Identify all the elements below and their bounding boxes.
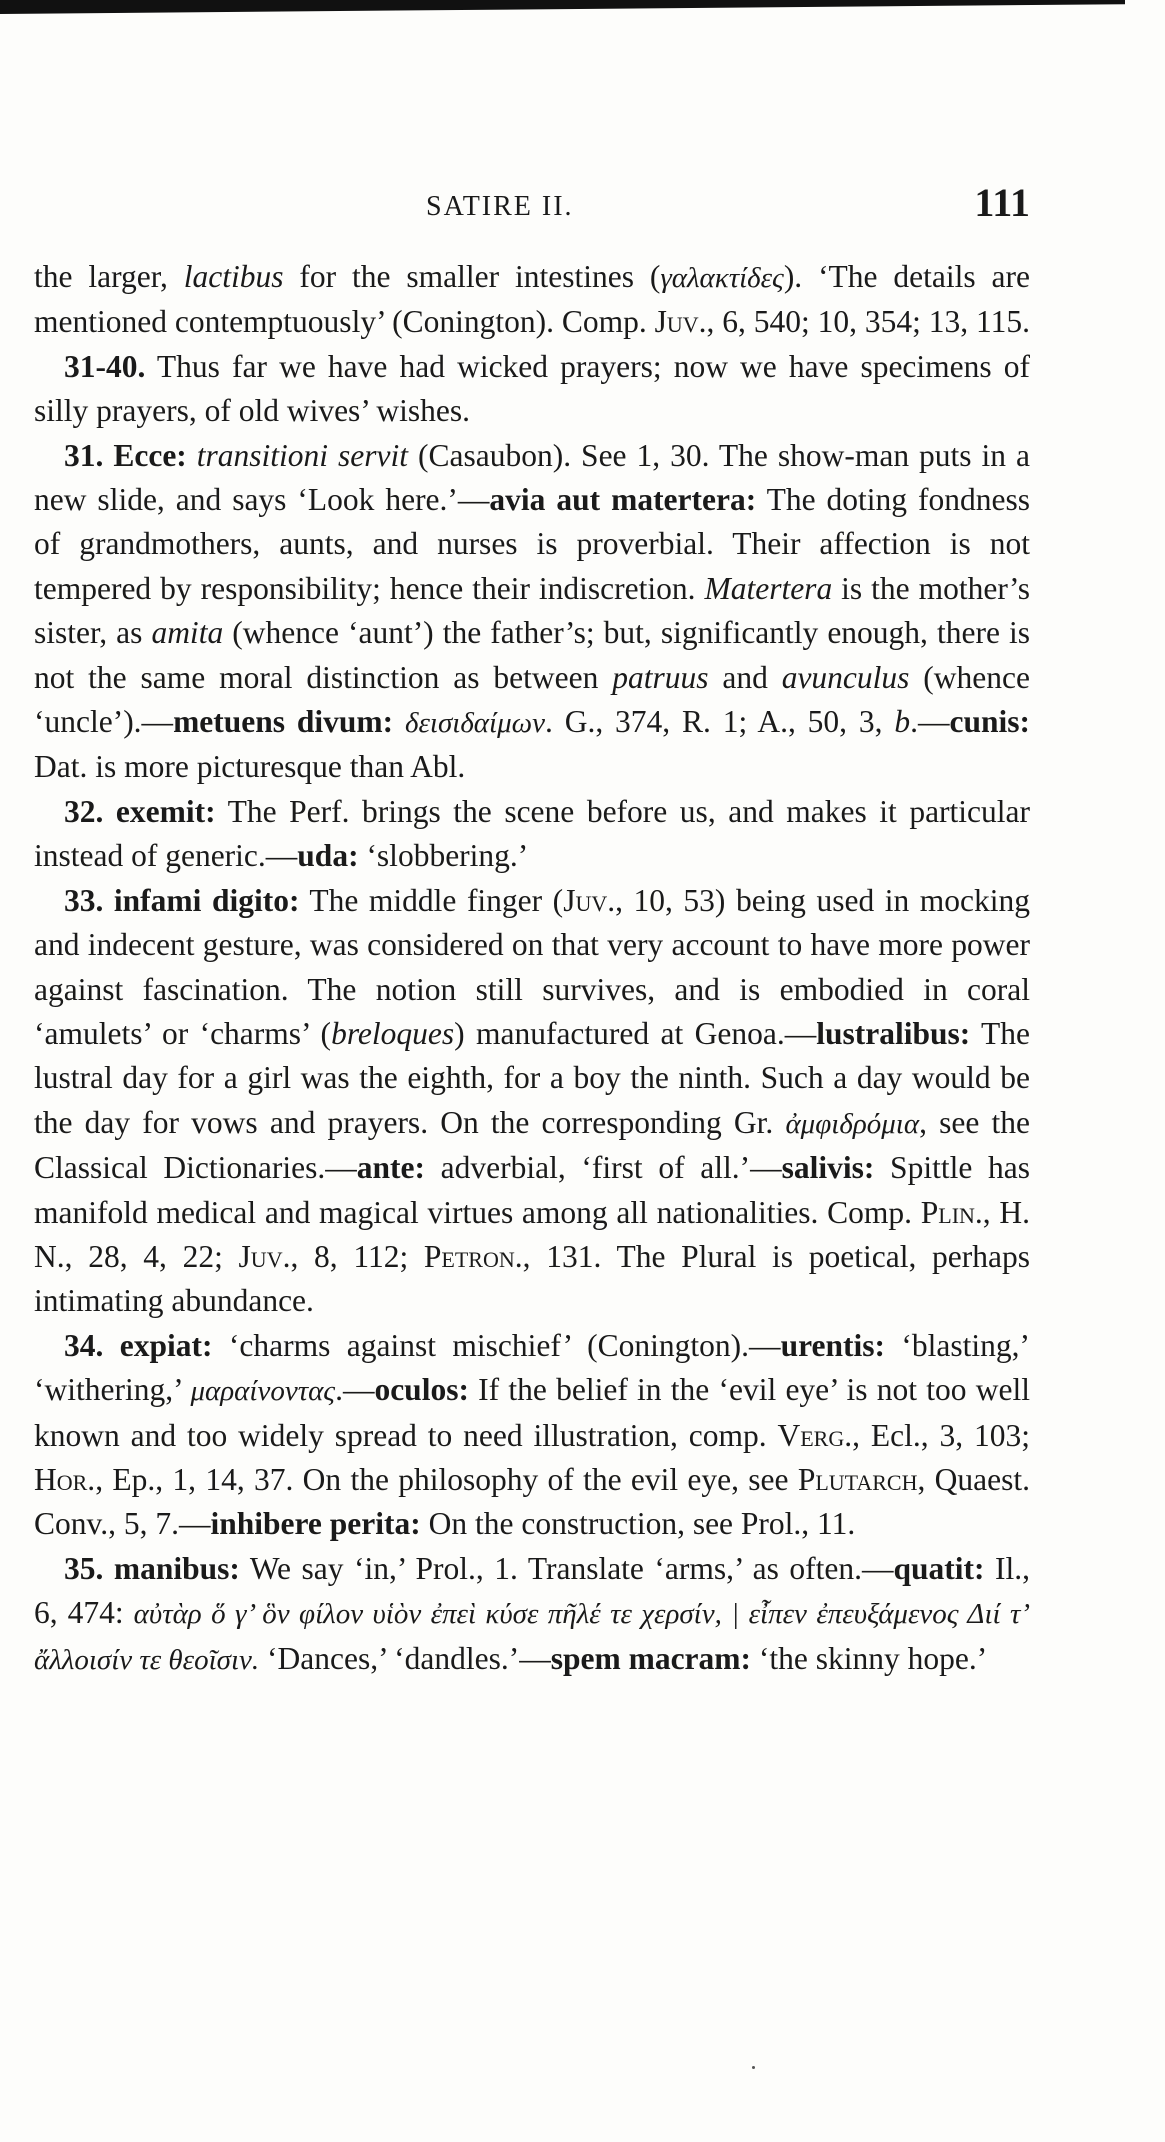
note-paragraph-p-31: [34, 434, 1030, 790]
greek-text: μαραίνοντας: [190, 1375, 336, 1408]
text-run: [393, 704, 405, 739]
text-run: .—: [335, 1372, 375, 1408]
italic-term: transitioni servit: [196, 437, 409, 473]
text-run: adverbial, ‘first of all.’—: [424, 1150, 782, 1186]
lemma: spem macram:: [550, 1640, 752, 1676]
note-paragraph-p-cont: [34, 255, 1030, 345]
text-run: , 10, 53) being used in mocking and indecent gesture, was considered on that very account to have more power against fascination. The notion still survives, and is embodied in coral ‘amulets’ or ‘charms’ (: [34, 882, 1031, 1051]
lemma: metuens divum:: [173, 704, 394, 740]
text-run: Thus far we have had wicked prayers; now we have specimens of silly prayers, of old wives’ wishes.: [34, 348, 1030, 429]
lemma: quatit:: [893, 1550, 985, 1586]
lemma: cunis:: [949, 704, 1030, 740]
author-abbrev: Juv.: [654, 304, 707, 340]
text-run: ‘slobbering.’: [358, 838, 529, 874]
author-abbrev: Juv.: [563, 882, 616, 918]
lemma: oculos:: [374, 1372, 469, 1408]
note-paragraph-p-31-40: [34, 345, 1030, 434]
text-run: [187, 438, 197, 473]
page-top-edge: [0, 0, 1125, 14]
text-run: The Perf. brings the scene before us, and makes it particular instead of generic.—: [34, 793, 1031, 874]
text-run: , 8, 112;: [290, 1238, 424, 1274]
text-run: , see the Classical Dictionaries.—: [34, 1104, 1030, 1186]
text-run: .—: [910, 704, 950, 740]
text-run: The middle finger (: [299, 882, 564, 918]
lemma: salivis:: [781, 1150, 875, 1186]
text-run: Spittle has manifold medical and magical virtues among all nationalities. Comp.: [34, 1150, 1030, 1230]
lemma: urentis:: [780, 1327, 885, 1363]
text-run: , 131. The Plural is poetical, perhaps intimating abundance.: [34, 1238, 1030, 1319]
text-run: ‘Dances,’ ‘dandles.’—: [259, 1640, 551, 1676]
text-run: Il., 6, 474:: [34, 1550, 1030, 1631]
note-paragraph-p-35: [34, 1547, 1030, 1682]
lemma: 31. Ecce:: [64, 437, 187, 473]
text-run: On the construction, see Prol., 11.: [420, 1506, 856, 1542]
text-run: The doting fondness of grandmothers, aunts, and nurses is proverbial. Their affection is not tempered by responsibility; hence their indiscretion.: [34, 482, 1030, 606]
text-run: , 6, 540; 10, 354; 13, 115.: [706, 304, 1030, 340]
italic-term: b: [894, 704, 911, 740]
text-run: , H. N., 28, 4, 22;: [34, 1194, 1030, 1274]
lemma: ante:: [356, 1150, 425, 1186]
text-run: is the mother’s sister, as: [34, 570, 1030, 651]
text-run: ) manufactured at Genoa.—: [454, 1015, 817, 1051]
text-run: (whence ‘uncle’).—: [34, 659, 1030, 740]
lemma: inhibere perita:: [210, 1506, 421, 1542]
text-run: , Quaest. Conv., 5, 7.—: [34, 1461, 1030, 1542]
text-run: , Ep., 1, 14, 37. On the philosophy of the evil eye, see: [95, 1461, 798, 1497]
commentary-text: [34, 255, 1030, 1682]
stray-mark: [752, 2066, 755, 2069]
text-run: ‘the skinny hope.’: [751, 1640, 988, 1676]
text-run: . G., 374, R. 1; A., 50, 3,: [545, 704, 895, 740]
running-head: SATIRE II.: [426, 191, 574, 222]
text-run: for the smaller intestines (: [283, 259, 661, 294]
author-abbrev: Verg.: [777, 1417, 853, 1453]
note-paragraph-p-34: [34, 1324, 1030, 1547]
lemma: uda:: [297, 838, 359, 874]
text-run: The lustral day for a girl was the eighth, for a boy the ninth. Such a day would be the day for vows and prayers. On the corresponding Gr.: [34, 1015, 1031, 1140]
greek-text: γαλακτίδες: [660, 262, 784, 294]
greek-text: δεισιδαίμων: [405, 707, 545, 740]
italic-term: lactibus: [183, 259, 284, 294]
note-paragraph-p-32: [34, 790, 1030, 879]
author-abbrev: Plutarch: [797, 1461, 918, 1497]
page-header: [34, 175, 1030, 235]
text-run: ‘blasting,’ ‘withering,’: [34, 1327, 1030, 1408]
text-run: ). ‘The details are mentioned contemptuously’ (Conington). Comp.: [34, 259, 1030, 340]
author-abbrev: Plin.: [920, 1194, 983, 1230]
lemma: 32. exemit:: [64, 793, 216, 829]
italic-term: patruus: [612, 659, 709, 695]
italic-term: breloques: [331, 1015, 455, 1051]
author-abbrev: Petron.: [423, 1238, 523, 1274]
italic-term: avunculus: [781, 659, 910, 695]
author-abbrev: Hor.: [34, 1461, 96, 1497]
text-run: (whence ‘aunt’) the father’s; but, significantly enough, there is not the same moral distinction as between: [34, 615, 1030, 695]
text-run: We say ‘in,’ Prol., 1. Translate ‘arms,’ as often.—: [239, 1550, 894, 1586]
text-run: ‘charms against mischief’ (Conington).—: [212, 1327, 781, 1363]
italic-term: Matertera: [704, 570, 833, 606]
italic-term: amita: [151, 615, 224, 651]
text-run: the larger,: [34, 259, 184, 294]
lemma: 34. expiat:: [64, 1327, 213, 1363]
text-run: Dat. is more picturesque than Abl.: [34, 749, 466, 785]
greek-text: ἀμφιδρόμια: [785, 1107, 920, 1140]
greek-text: αὐτὰρ ὅ γ’ ὃν φίλον υἱὸν ἐπεὶ κύσε πῆλέ τε χερσίν, | εἶπεν ἐπευξάμενος Διί τ’ ἄλλοισίν τε θεοῖσιν.: [34, 1598, 1030, 1676]
author-abbrev: Juv.: [238, 1238, 291, 1274]
lemma: lustralibus:: [816, 1015, 971, 1051]
page-number: 111: [974, 180, 1030, 225]
text-run: If the belief in the ‘evil eye’ is not too well known and too widely spread to need illustration, comp.: [34, 1372, 1030, 1453]
note-paragraph-p-33: [34, 879, 1030, 1324]
text-run: , Ecl., 3, 103;: [852, 1417, 1030, 1453]
lemma: 31-40.: [64, 348, 146, 384]
text-run: and: [708, 659, 782, 695]
lemma: avia aut matertera:: [489, 482, 757, 518]
lemma: 33. infami digito:: [64, 882, 300, 918]
text-run: (Casaubon). See 1, 30. The show-man puts in a new slide, and says ‘Look here.’—: [34, 437, 1030, 518]
lemma: 35. manibus:: [64, 1550, 240, 1586]
